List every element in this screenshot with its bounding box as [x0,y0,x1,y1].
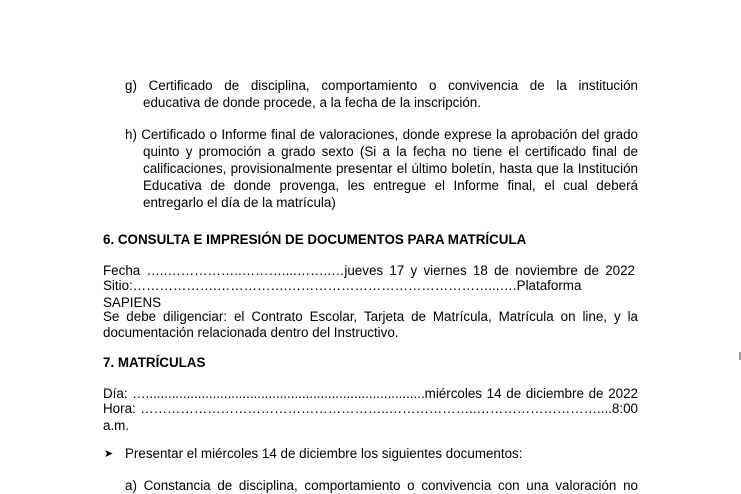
item-h-line-1: h) Certificado o Informe final de valoraciones, donde exprese la aprobación del grado [125,127,638,142]
section-6-heading: 6. CONSULTA E IMPRESIÓN DE DOCUMENTOS PARA MATRÍCULA [103,232,527,247]
item-h-line-3: calificaciones, provisionalmente presentar el último boletín, hasta que la Institución [143,161,638,176]
item-g-line-1: g) Certificado de disciplina, comportamiento o convivencia de la institución [125,78,638,93]
bullet-text: Presentar el miércoles 14 de diciembre los siguientes documentos: [125,446,523,461]
arrowhead-bullet-icon: ➤ [104,448,114,460]
item-h-line-5: entregarlo el día de la matrícula) [143,195,336,210]
item-h-line-4: Educativa de donde provenga, les entregue el Informe final, el cual deberá [143,178,638,193]
fecha-line: Fecha …..……………..………....……..…jueves 17 y viernes 18 de noviembre de 2022 [103,263,635,278]
sitio-line: Sitio:……………….…………….………………………………………...….Plataforma SAPIENS [103,278,582,310]
hora-line: Hora: ………………………………………………..………………..………………………....8:00 a.m. [103,401,638,433]
item-g-line-2: educativa de donde procede, a la fecha de la inscripción. [143,95,481,110]
section-7-heading: 7. MATRÍCULAS [103,355,206,370]
section-6-paragraph-line-1: Se debe diligenciar: el Contrato Escolar, Tarjeta de Matrícula, Matrícula on line, y la [103,309,638,324]
item-h-line-2: quinto y promoción a grado sexto (Si a la fecha no tiene el certificado final de [143,144,638,159]
item-a-line-1: a) Constancia de disciplina, comportamiento o convivencia con una valoración no [125,478,638,493]
section-6-paragraph-line-2: documentación relacionada dentro del Instructivo. [103,325,399,340]
dia-line: Día: …...........................................................................miércoles 14 de diciembre de 2022 [103,386,638,401]
